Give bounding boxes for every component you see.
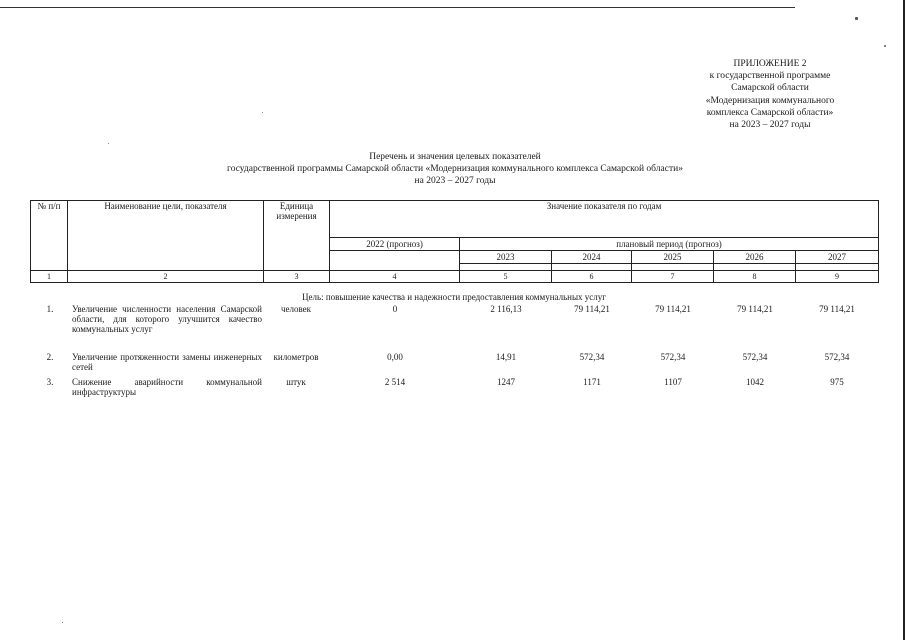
document-title [120, 152, 790, 187]
value-2027: 975 [830, 377, 844, 387]
value-2025: 79 114,21 [655, 304, 691, 314]
value-2023: 1247 [497, 377, 515, 387]
scan-speck [262, 112, 263, 113]
scan-speck [855, 17, 858, 20]
header-year: 2026 [714, 251, 796, 264]
header-base-empty [330, 251, 460, 271]
column-index: 8 [714, 271, 796, 283]
row-number: 3. [46, 377, 54, 387]
column-index: 7 [632, 271, 714, 283]
scan-speck [884, 45, 886, 47]
header-values: Значение показателя по годам [330, 201, 879, 238]
scan-speck [62, 622, 63, 623]
row-number: 2. [46, 352, 54, 362]
indicator-name: Снижение аварийности коммунальной инфраструктуры [72, 377, 262, 397]
header-num: № п/п [31, 201, 68, 271]
value-2026: 79 114,21 [737, 304, 773, 314]
header-year: 2025 [632, 251, 714, 264]
title-line: Перечень и значения целевых показателей [369, 152, 541, 162]
annex-line: ПРИЛОЖЕНИЕ 2 [733, 59, 807, 69]
value-2026: 1042 [746, 377, 764, 387]
value-2024: 1171 [583, 377, 601, 387]
annex-line: на 2023 – 2027 годы [729, 120, 811, 131]
header-year: 2024 [552, 251, 632, 264]
column-index: 2 [68, 271, 264, 283]
indicator-name: Увеличение протяженности замены инженерных сетей [72, 352, 262, 372]
header-planned: плановый период (прогноз) [460, 238, 879, 251]
header-name: Наименование цели, показателя [68, 201, 264, 271]
indicator-unit: штук [286, 377, 306, 387]
annex-block [690, 58, 850, 131]
value-2026: 572,34 [742, 352, 768, 362]
header-unit: Единица измерения [264, 201, 330, 271]
value-2027: 572,34 [824, 352, 850, 362]
value-2025: 572,34 [660, 352, 686, 362]
indicator-unit: километров [273, 352, 319, 362]
value-2023: 2 116,13 [490, 304, 522, 314]
header-year: 2023 [460, 251, 552, 264]
annex-line: Самарской области [731, 83, 809, 94]
value-2022: 2 514 [384, 377, 406, 387]
header-year: 2027 [796, 251, 879, 264]
annex-line: к государственной программе [709, 71, 831, 82]
indicators-table-header [30, 200, 879, 283]
column-index: 4 [330, 271, 460, 283]
top-rule [0, 7, 795, 8]
goal-row: Цель: повышение качества и надежности предоставления коммунальных услуг [302, 292, 606, 302]
value-2025: 1107 [664, 377, 682, 387]
value-2022: 0,00 [387, 352, 403, 362]
value-2024: 79 114,21 [574, 304, 610, 314]
annex-line: комплекса Самарской области» [706, 107, 834, 118]
column-index: 3 [264, 271, 330, 283]
title-line: государственной программы Самарской области «Модернизация коммунального комплекса Самарской области» [227, 163, 683, 174]
scan-speck [108, 143, 109, 144]
row-number: 1. [46, 304, 54, 314]
column-index: 1 [31, 271, 68, 283]
value-2023: 14,91 [495, 352, 517, 362]
column-index: 6 [552, 271, 632, 283]
indicator-name: Увеличение численности населения Самарской области, для которого улучшится качество коммунальных услуг [72, 304, 262, 334]
value-2027: 79 114,21 [819, 304, 855, 314]
value-2022: 0 [392, 304, 398, 314]
title-line: на 2023 – 2027 годы [414, 175, 496, 186]
indicator-unit: человек [280, 304, 312, 314]
annex-line: «Модернизация коммунального [705, 95, 835, 106]
value-2024: 572,34 [579, 352, 605, 362]
header-base-year: 2022 (прогноз) [330, 238, 460, 251]
column-index: 5 [460, 271, 552, 283]
column-index: 9 [796, 271, 879, 283]
